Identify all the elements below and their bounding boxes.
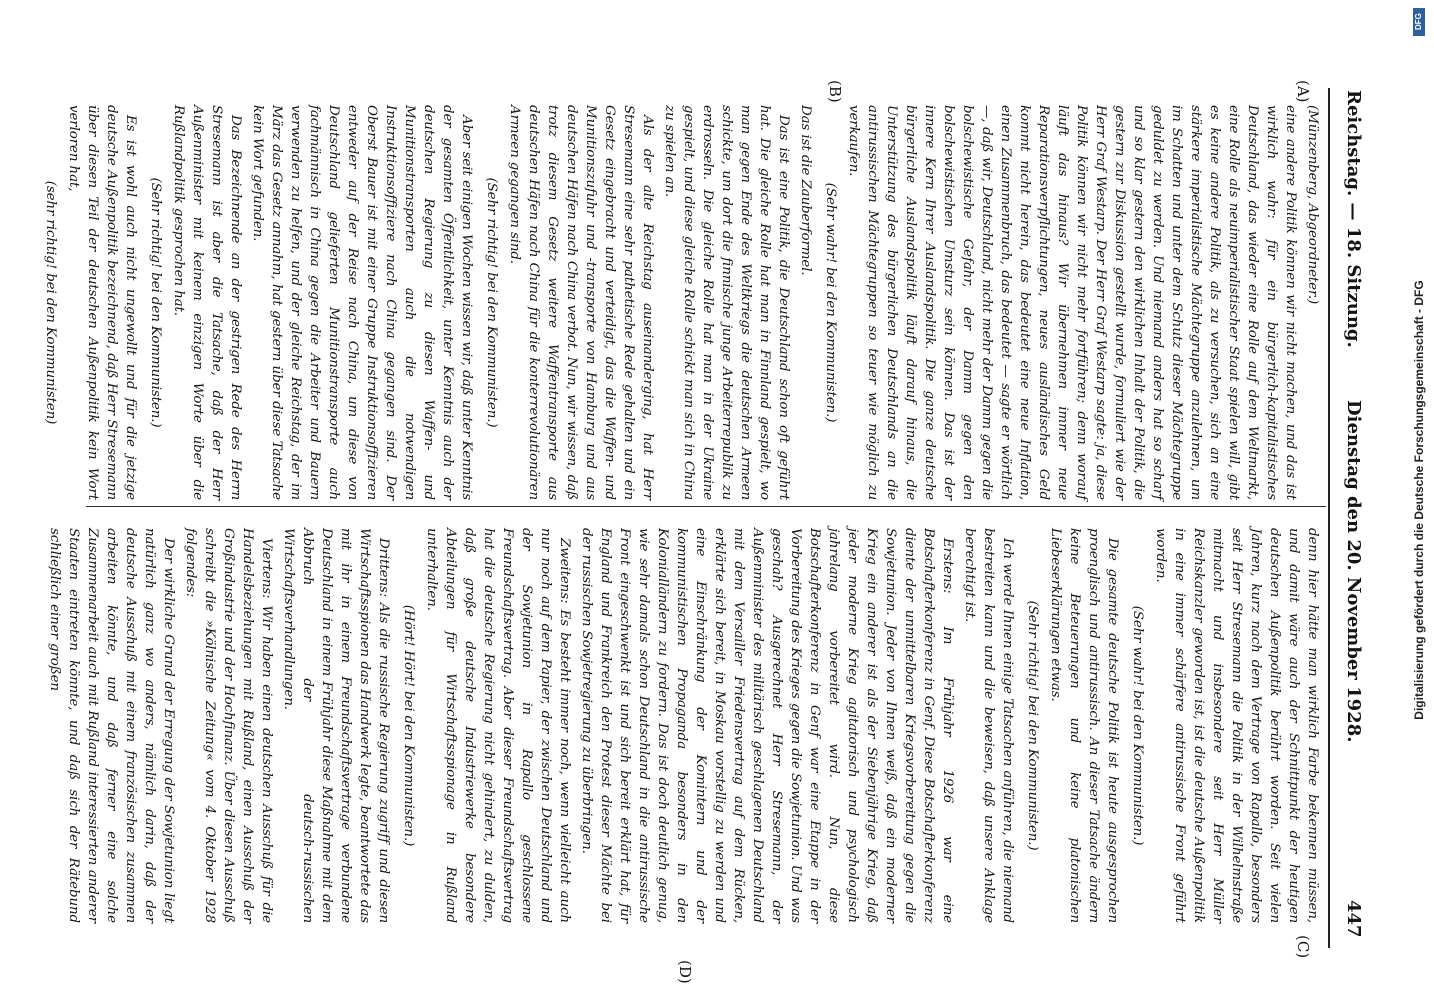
interjection: (sehr richtig! bei den Kommunisten)	[43, 180, 58, 425]
text-column-left	[43, 105, 1322, 500]
interjection: (Sehr richtig! bei den Kommunisten.)	[148, 177, 163, 428]
interjection: (Sehr wahr! bei den Kommunisten.)	[823, 182, 838, 423]
paragraph: Drittens: Als die russische Regierung zugriff und diesen Wirtschaftsspionen das Handwerk legte, beantwortete das mit ihr in einem Freundschaftsvertrage verbundene Deutschland in einem Frühjahr diese Maßnahme mit dem Abbruch der deutsch-russischen Wirtschaftsverhandlungen.	[281, 528, 391, 923]
interjection: (Sehr wahr! bei den Kommunisten.)	[1130, 605, 1145, 846]
page-header	[1334, 0, 1364, 1000]
paragraph: Erstens: Im Frühjahr 1926 war eine Botschafterkonferenz in Genf. Diese Botschafterkonferenz diente der unmittelbaren Kriegsvorbereitung gegen die Sowjetunion. Jeder von Ihnen weiß, daß ein moderner Krieg ein anderer ist als der Siebenjährige Krieg, daß jeder moderne Krieg agitatorisch und psychologisch jahrelang vorbereitet wird. Nun, diese Botschafterkonferenz in Genf war eine Etappe in der Vorbereitung des Krieges gegen die Sowjetunion. Und was geschah? Ausgerechnet Herr Stresemann, der Außenminister des militärisch geschlagenen Deutschland mit dem Versailler Friedensvertrag auf dem Rücken, erklärte sich bereit, in Moskau vorstellig zu werden und eine Einschränkung der Komintern und der kommunistischen Propaganda besonders in den Kolonialländern zu fordern. Das ist doch deutlich genug, wie sehr damals schon Deutschland in die antirussische Front eingeschwenkt ist und sich bereit erklärt hat, für England und Frankreich den Protest dieser Mächte bei der russischen Sowjetregierung zu überbringen.	[579, 528, 955, 923]
paragraph: Das ist die Zauberformel.	[798, 105, 813, 276]
header-left: Reichstag. — 18. Sitzung.	[1343, 90, 1364, 348]
interjection: (Sehr richtig! bei den Kommunisten.)	[484, 177, 499, 428]
margin-mark-b: (B)	[826, 80, 844, 103]
header-rule	[1328, 88, 1330, 948]
margin-mark-c: (C)	[1294, 935, 1312, 959]
credit-text: Digitalisierung gefördert durch die Deutsche Forschungsgemeinschaft - DFG	[1412, 280, 1426, 720]
paragraph: (Münzenberg, Abgeordneter.)	[1305, 105, 1320, 305]
page-number: 447	[1343, 900, 1364, 938]
paragraph: Das ist eine Politik, die Deutschland schon oft geführt hat. Die gleiche Rolle hat man in Finnland gespielt, wo man gegen Ende des Weltkriegs die deutschen Armeen schickte, um dort die finnische junge Arbeiterrepublik zu erdrosseln. Die gleiche Rolle hat man in der Ukraine gespielt, und diese gleiche Rolle schickt man sich in China zu spielen an.	[662, 105, 791, 500]
digitization-credit	[1405, 0, 1434, 1000]
paragraph: Die gesamte deutsche Politik ist heute ausgesprochen proenglisch und antirussisch. An dieser Tatsache ändern keine Beteuerungen und keine platonischen Liebeserklärungen etwas.	[1048, 528, 1120, 923]
margin-mark-a: (A)	[1294, 80, 1312, 103]
paragraph: Das Bezeichnende an der gestrigen Rede des Herrn Stresemann ist aber die Tatsache, daß der Herr Außenminister mit keinem einzigen Worte über die Rußlandpolitik gesprochen hat.	[171, 105, 243, 500]
quotation: Der wirkliche Grund der Erregung der Sowjetunion liegt natürlich ganz wo anders, nämlich darin, daß der deutsche Ausschuß mit einem französischen zusammen arbeiten könnte, und daß ferner eine solche Zusammenarbeit auch mit Rußland interessierten anderer Staaten eintreten könnte, und daß sich der Rätebund schließlich einer großen	[47, 528, 176, 923]
dfg-logo: DFG	[1413, 8, 1425, 36]
column-divider	[86, 506, 1326, 507]
paragraph: Viertens: Wir haben einen deutschen Ausschuß für die Handelsbeziehungen mit Rußland, einen Ausschuß der Großindustrie und der Hochfinanz. Über diesen Ausschuß schreibt die »Kölnische Zeitung« vom 4. Oktober 1928 folgendes:	[183, 528, 274, 923]
paragraph: Es ist wohl auch nicht ungewollt und für die jetzige deutsche Außenpolitik bezeichnend, daß Herr Stresemann über diesen Teil der deutschen Außenpolitik kein Wort verloren hat,	[66, 105, 138, 500]
paragraph: Als der alte Reichstag auseinanderging, hat Herr Stresemann eine sehr pathetische Rede gehalten und ein Gesetz eingebracht und verteidigt, das die Waffen- und Munitionszufuhr und -transporte von Hamburg und aus deutschen Häfen nach China verbot. Nun, wir wissen, daß trotz diesem Gesetz weitere Waffentransporte aus deutschen Häfen nach China für die konterrevolutionären Armeen gegangen sind.	[507, 105, 655, 500]
text-column-right	[47, 528, 1322, 923]
interjection: (Sehr richtig! bei den Kommunisten.)	[1025, 600, 1040, 851]
paragraph: Ich werde Ihnen einige Tatsachen anführen, die niemand bestreiten kann und die beweisen, daß unsere Anklage berechtigt ist.	[962, 528, 1015, 923]
paragraph: Zweitens: Es besteht immer noch, wenn vielleicht auch nur noch auf dem Papier, der zwischen Deutschland und der Sowjetunion in Rapallo geschlossene Freundschaftsvertrag. Aber dieser Freundschaftsvertrag hat die deutsche Regierung nicht gehindert, zu dulden, daß große deutsche Industriewerke besondere Abteilungen für Wirtschaftsspionage in Rußland unterhalten.	[424, 528, 572, 923]
paragraph: Aber seit einigen Wochen wissen wir, daß unter Kenntnis der gesamten Öffentlichkeit, unter Kenntnis auch der deutschen Regierung zu diesen Waffen- und Munitionstransporten auch die notwendigen Instruktionsoffiziere nach China gegangen sind. Der Oberst Bauer ist mit einer Gruppe Instruktionsoffizieren entweder auf der Reise nach China, um diese von Deutschland gelieferten Munitionstransporte auch fachmännisch in China gegen die Arbeiter und Bauern verwenden zu helfen, und der gleiche Reichstag, der im März das Gesetz annahm, hat gestern über diese Tatsache kein Wort gefunden.	[250, 105, 474, 500]
paragraph: eine andere Politik können wir nicht machen, und das ist wirklich wahr: für ein bürgerlich-kapitalistisches Deutschland, das wieder eine Rolle auf dem Weltmarkt, eine Rolle als neuimperialistischer Staat spielen will, gibt es keine andere Politik, als zu versuchen, sich an eine stärkere imperialistische Mächtegruppe anzulehnen, um im Schatten und unter dem Schutz dieser Mächtegruppe geduldet zu werden. Und niemand anders hat so scharf und so klar gestern den wirklichen Inhalt der Politik, die gestern zur Diskussion gestellt wurde, formuliert wie der Herr Graf Westarp. Der Herr Graf Westarp sagte: ja, diese Politik können wir nicht mehr fortführen; denn worauf läuft das hinaus? Wir übernehmen immer neue Reparationsverpflichtungen, neues ausländisches Geld kommt nicht herein, das bedeutet eine neue Inflation, einen Zusammenbruch, das bedeutet — sagte er wörtlich —, daß wir, Deutschland, nicht mehr der Damm gegen die bolschewistische Gefahr, der Damm gegen den bolschewistischen Umsturz sein können. Das ist der innere Kern Ihrer Auslandspolitik. Die ganze deutsche bürgerliche Auslandspolitik läuft darauf hinaus, die Unterstützung des bürgerlichen Deutschlands an die antirussischen Mächtegruppen so teuer wie möglich zu verkaufen.	[846, 105, 1298, 500]
paragraph: denn hier hätte man wirklich Farbe bekennen müssen, und damit wäre auch der Schnittpunkt der heutigen deutschen Außenpolitik berührt worden. Seit vielen Jahren, kurz nach dem Vertrage von Rapallo, besonders seit Herr Stresemann die Politik in der Wilhelmstraße mitmacht und insbesondere seit Herr Müller Reichskanzler geworden ist, ist die deutsche Außenpolitik in eine immer schärfere antirussische Front geführt worden.	[1153, 528, 1320, 923]
interjection: (Hört! Hört! bei den Kommunisten.)	[401, 604, 416, 847]
margin-mark-d: (D)	[676, 960, 694, 984]
header-date: Dienstag den 20. November 1928.	[1343, 400, 1364, 743]
